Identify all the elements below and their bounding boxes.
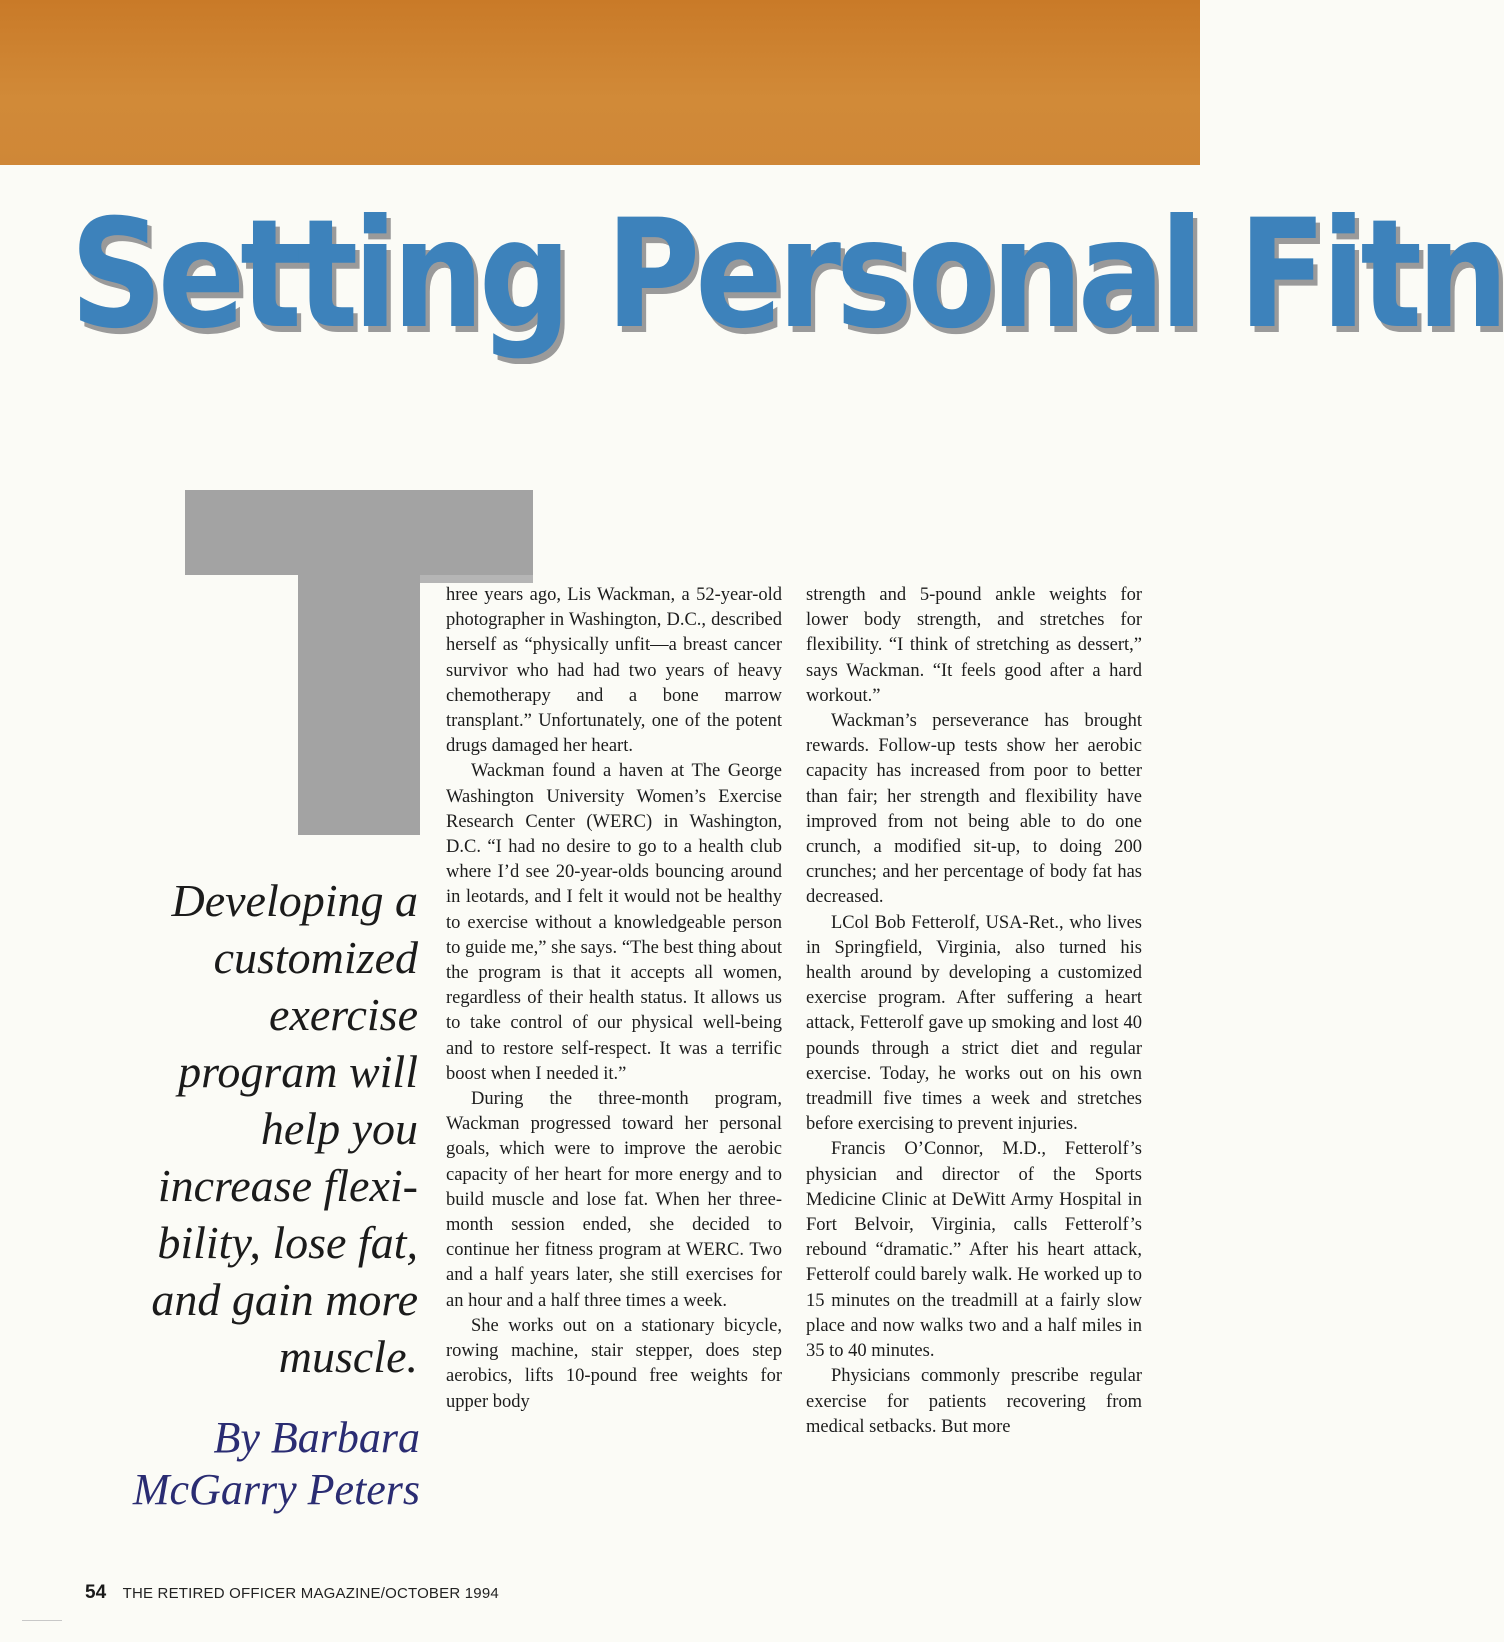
publication-line: THE RETIRED OFFICER MAGAZINE/OCTOBER 1994 — [122, 1585, 499, 1602]
paragraph: Wackman found a haven at The George Washington University Women’s Exercise Research Center (WERC) in Washington, D.C. “I had no desire to go to a health club where I’d see 20-year-olds bouncing around in leotards, and I felt it would not be healthy to exercise without a knowledgeable person to guide me,” she says. “The best thing about the program is that it accepts all women, regardless of their health status. It allows us to take control of our physical well-being and to restore self-respect. It was a terrific boost when I needed it.” — [446, 761, 782, 1084]
body-column-2 — [806, 583, 1142, 1440]
drop-cap-shadow — [420, 575, 533, 583]
page-number: 54 — [85, 1582, 107, 1603]
paragraph: During the three-month program, Wackman progressed toward her personal goals, which were to improve the aerobic capacity of her heart for more energy and to build muscle and lose fat. When her three-month session ended, she decided to continue her fitness program at WERC. Two and a half years later, she still exercises for an hour and a half three times a week. — [446, 1089, 782, 1311]
page-footer — [85, 1582, 499, 1612]
paragraph: LCol Bob Fetterolf, USA-Ret., who lives in Springfield, Virginia, also turned his health around by developing a customized exercise program. After suffering a heart attack, Fetterolf gave up smoking and lost 40 pounds through a strict diet and regular exercise. Today, he works out on his own treadmill five times a week and stretches before exercising to prevent injuries. — [806, 912, 1142, 1135]
top-color-band — [0, 0, 1200, 165]
article-byline: By Barbara McGarry Peters — [132, 1413, 420, 1514]
margin-rule — [22, 1620, 62, 1621]
paragraph: Wackman’s perseverance has brought rewards. Follow-up tests show her aerobic capacity has increased from poor to better than fair; her strength and flexibility have improved from not being able to do one crunch, a modified sit-up, to doing 200 crunches; and her percentage of body fat has decreased. — [806, 711, 1142, 908]
paragraph: hree years ago, Lis Wackman, a 52-year-old photographer in Washington, D.C., described herself as “physically unfit—a breast cancer survivor who had had two years of heavy chemotherapy and a bone marrow transplant.” Unfortunately, one of the potent drugs damaged her heart. — [446, 585, 782, 757]
paragraph: She works out on a stationary bicycle, rowing machine, stair stepper, does step aerobics, lifts 10-pound free weights for upper body — [446, 1315, 782, 1412]
article-dek: Developing a customized exercise program will help you increase flexibility, lose fat, and gain more muscle. — [151, 875, 418, 1382]
paragraph: Francis O’Connor, M.D., Fetterolf’s physician and director of the Sports Medicine Clinic at DeWitt Army Hospital in Fort Belvoir, Virginia, calls Fetterolf’s rebound “dramatic.” After his heart attack, Fetterolf could barely walk. He worked up to 15 minutes on the treadmill at a fairly slow place and now walks two and a half miles in 35 to 40 minutes. — [806, 1139, 1142, 1362]
body-column-1 — [446, 583, 782, 1415]
drop-cap-stem — [298, 575, 420, 835]
article-headline: Setting Personal Fitn — [70, 188, 1504, 362]
paragraph: Physicians commonly prescribe regular exercise for patients recovering from medical setbacks. But more — [806, 1366, 1142, 1437]
drop-cap-crossbar — [185, 490, 533, 575]
paragraph: strength and 5-pound ankle weights for lower body strength, and stretches for flexibility. “I think of stretching as dessert,” says Wackman. “It feels good after a hard workout.” — [806, 585, 1142, 706]
